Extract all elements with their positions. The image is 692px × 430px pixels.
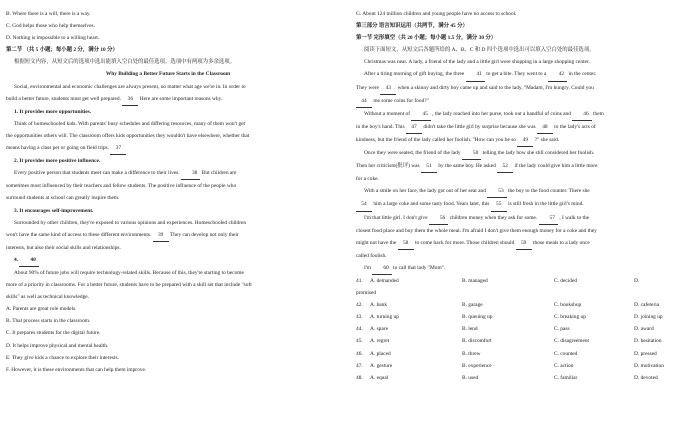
question-number: 47. [356, 362, 363, 369]
section1-heading: 第一节 完形填空（共 20 小题；每小题 1.5 分，满分 30 分） [356, 35, 497, 42]
text: build a better future, students must get well prepared. [6, 95, 121, 102]
option-b: B. Where there is a will, there is a way. [6, 11, 91, 17]
text: to get a bite. They went to a [486, 71, 547, 78]
choice-c[interactable]: C. counted [554, 350, 578, 357]
cloze-line [356, 262, 686, 275]
cloze-line [356, 185, 686, 198]
paragraph-line [6, 142, 330, 155]
choice-c[interactable]: C. disagreement [554, 338, 590, 345]
text: means having a class pet or going on field trips. [6, 145, 109, 152]
blank-53[interactable]: 53 [487, 185, 506, 198]
choice-d[interactable]: D. cafeteria [634, 302, 660, 309]
question-row [356, 335, 686, 347]
blank-48[interactable]: 48 [537, 121, 553, 134]
heading-2: 2. It provides more positive influence. [14, 158, 101, 165]
text: in the center. [568, 71, 597, 78]
choice-c[interactable]: C. familiar [554, 374, 578, 381]
question-row-41 [356, 275, 686, 287]
text: when a skinny and dirty boy came up and said to the lady, "Madam, I'm hungry. Could you [397, 84, 594, 91]
cloze-line [356, 160, 686, 173]
choice-b[interactable]: B. threw [462, 350, 481, 357]
question-number: 48. [356, 374, 363, 381]
choice-d[interactable]: D. motivation [634, 362, 664, 369]
blank-41[interactable]: 41 [466, 68, 485, 81]
choice-a[interactable]: A. placed [370, 350, 391, 357]
cloze-line [356, 108, 686, 121]
text: is still fresh in the little girl's mind. [508, 201, 584, 208]
text: With a smile on her face, the lady got out of her seat and [364, 188, 486, 195]
text: , the lady reached into her purse, took out a handful of coins and [432, 110, 571, 117]
choice-b[interactable]: B. lend [462, 326, 478, 333]
question-row [356, 372, 686, 384]
text: the boy to the food counter. There she [508, 188, 590, 195]
heading-4 [6, 254, 330, 267]
question-row [356, 323, 686, 335]
section2-heading: 第二节 （共 5 小题；每小题 2 分，满分 10 分） [6, 47, 118, 54]
blank-51[interactable]: 51 [421, 160, 437, 173]
choice-b[interactable]: B. managed [462, 277, 488, 284]
text: won't have the same kind of access to these different environments. [6, 231, 152, 238]
intro-line: Social, environmental and economic challenges are always present, no matter what age we're in. In order to [14, 83, 246, 90]
option-d: D. Nothing is impossible to a willing heart. [6, 35, 100, 42]
choice-b[interactable]: B. experience [462, 362, 492, 369]
paragraph-line: more of a priority in classrooms. For a better future, students have to be prepared with a skill set that include "soft [6, 282, 252, 289]
cloze-line [356, 147, 686, 160]
blank-43[interactable]: 43 [380, 82, 396, 95]
text: me some coins for food?" [373, 97, 429, 104]
blank-42[interactable]: 42 [548, 68, 567, 81]
blank-46[interactable]: 46 [572, 108, 591, 121]
paragraph-line [6, 229, 330, 242]
option-c: C. God helps those who help themselves. [6, 23, 95, 30]
blank-50[interactable]: 50 [462, 147, 481, 160]
choice-c[interactable]: C. bookshop [554, 302, 582, 309]
question-number: 43. [356, 314, 363, 321]
left-column [6, 8, 330, 376]
blank-59[interactable]: 59 [516, 237, 532, 250]
choice-c[interactable]: C. action [554, 362, 574, 369]
text: if the lady could give him a little more [514, 163, 598, 170]
text: children money when they ask for some. [449, 214, 538, 221]
cloze-line [356, 198, 686, 211]
cloze-line: Christmas was near. A lady, a friend of the lady and a little girl were shopping in a large shopping center. [364, 59, 590, 66]
choice-d-continued: promised [356, 290, 377, 297]
blank-55[interactable]: 55 [491, 198, 507, 211]
choice-a[interactable]: A. turning up [370, 314, 399, 321]
text: telling the lady how she still considered her foolish. [482, 150, 595, 157]
section1-instruction: 阅读下面短文，从短文后各题所给的 A、B、C 和 D 四个选项中选出可以填入空白处的最佳选项。 [364, 47, 595, 54]
paragraph-line: the opportunities others will. The classroom offers kids opportunities they wouldn't have elsewhere, whether that [6, 132, 250, 139]
text: 4. [14, 256, 19, 263]
text: They can develop not only their [169, 231, 239, 238]
option-a: A. Parents are great role models. [6, 306, 77, 313]
part3-heading: 第三部分 语言知识运用（共两节，满分 45 分） [356, 23, 468, 30]
question-row [356, 299, 686, 311]
question-number: 44. [356, 326, 363, 333]
choice-b[interactable]: B. discomfort [462, 338, 492, 345]
text: After a tiring morning of gift buying, the three [364, 71, 465, 78]
text: I'm [364, 264, 371, 271]
choice-c[interactable]: C. pass [554, 326, 570, 333]
text: Then her criticism(批评) was [356, 163, 420, 170]
question-row [356, 360, 686, 372]
intro-line [6, 93, 330, 106]
blank-52[interactable]: 52 [497, 160, 513, 173]
blank-56[interactable]: 56 [429, 212, 448, 225]
question-number: 46. [356, 350, 363, 357]
paragraph-line: surround students at school can greatly inspire them. [6, 195, 120, 202]
blank-57[interactable]: 57 [539, 212, 558, 225]
choice-d[interactable]: D. award [634, 326, 654, 333]
text: didn't take the little girl by surprise because she was [423, 123, 536, 130]
choice-d[interactable]: D. [634, 277, 640, 284]
question-row [356, 311, 686, 323]
paragraph-line [6, 167, 330, 180]
text: in the boy's hand. This [356, 123, 405, 130]
cloze-line [356, 237, 686, 250]
choice-a[interactable]: A. demanded [370, 277, 399, 284]
paragraph-line: Surrounded by other children, they're exposed to various opinions and experiences. Homeschooled children [14, 219, 247, 226]
option-f: F. However, it is these environments that can help them improve. [6, 366, 147, 373]
paragraph-line: skills" as well as technical knowledge. [6, 294, 90, 301]
cloze-line [356, 68, 686, 81]
heading-3: 3. It encourages self-improvement. [14, 207, 94, 214]
choice-a[interactable]: A. regret [370, 338, 390, 345]
choice-c[interactable]: C. breaking up [554, 314, 586, 321]
paragraph-line: interests, but also their social skills and relationships. [6, 244, 121, 251]
choice-d[interactable]: D. joining up [634, 314, 663, 321]
blank-49[interactable]: 49 [517, 134, 533, 147]
option-d: D. It helps improve physical and mental health. [6, 342, 109, 349]
blank-36[interactable]: 36 [122, 93, 138, 106]
choice-a[interactable]: A. gesture [370, 362, 393, 369]
cloze-line [356, 121, 686, 134]
text: to the lady's acts of [554, 123, 596, 130]
text: might not have the [356, 239, 397, 246]
option-c: C. It prepares students for the digital future. [6, 330, 101, 337]
paragraph-line: About 90% of future jobs will require technology-related skills. Because of this, they're starting to become [14, 269, 244, 276]
passage-title: Why Building a Better Future Starts in the Classroom [105, 71, 231, 78]
blank-40[interactable]: 40 [19, 254, 38, 267]
choice-c[interactable]: C. decided [554, 277, 578, 284]
cloze-line [356, 134, 686, 147]
blank-38[interactable]: 38 [181, 167, 200, 180]
cloze-line: for a coke. [356, 176, 379, 183]
blank-39[interactable]: 39 [153, 229, 169, 242]
blank-45[interactable]: 45 [411, 108, 430, 121]
text: , I walk to the [559, 214, 590, 221]
text: Without a moment of [364, 110, 411, 117]
section2-instruction: 根据短文内容，从短文后的选项中选出能填入空白处的最佳选项。选项中有两项为多余选项。 [14, 59, 236, 66]
right-column [356, 8, 686, 384]
question-rows [356, 299, 686, 384]
cloze-line: called foolish. [356, 252, 387, 259]
text: to come back for more. Those children should [415, 239, 515, 246]
cloze-line [356, 82, 686, 95]
question-number: 42. [356, 302, 363, 309]
option-b: B. That process starts in the classroom. [6, 318, 91, 325]
blank-37[interactable]: 37 [110, 142, 126, 155]
option-e: E. They give kids a chance to explore their interests. [6, 354, 119, 361]
text: by the same boy. He asked [438, 163, 496, 170]
blank-54[interactable]: 54 [356, 198, 372, 211]
text: ?" she said. [534, 136, 560, 143]
text: They were [356, 84, 379, 91]
cloze-line [356, 212, 686, 225]
text: I'm that little girl. I don't give [364, 214, 428, 221]
blank-47[interactable]: 47 [406, 121, 422, 134]
choice-a[interactable]: A. spare [370, 326, 388, 333]
paragraph-line: sometimes most influenced by their teachers and fellow students. The positive influence of the people who [6, 183, 237, 190]
blank-58[interactable]: 58 [398, 237, 414, 250]
text: those meals to a lady once [533, 239, 590, 246]
blank-60[interactable]: 60 [372, 262, 391, 275]
text: Every positive person that students meet can make a difference to their lives. [14, 170, 180, 177]
choice-b[interactable]: B. used [462, 374, 479, 381]
blank-44[interactable]: 44 [356, 95, 372, 108]
text: But children are [201, 170, 237, 177]
text: Once they were seated, the friend of the lady [364, 150, 461, 157]
choice-d[interactable]: D. pressed [634, 350, 657, 357]
text: kindness, but the friend of the lady called her foolish. "How can you be so [356, 136, 516, 143]
cloze-line [356, 95, 686, 108]
question-row [356, 348, 686, 360]
paragraph-line: Think of homeschooled kids. With parents' busy schedules and differing resources, many of them won't get [14, 120, 246, 127]
question-number: 45. [356, 338, 363, 345]
heading-1: 1. It provides more opportunities. [14, 108, 92, 115]
text: him a large coke and some tasty food. Years later, this [373, 201, 490, 208]
choice-a[interactable]: A. equal [370, 374, 389, 381]
question-number: 41. [356, 277, 363, 284]
text: Here are some important reasons why. [139, 95, 223, 102]
choice-b[interactable]: B. queuing up [462, 314, 493, 321]
option-g: G. About 124 million children and young people have no access to school. [356, 11, 517, 17]
choice-d[interactable]: D. hesitation [634, 338, 662, 345]
text: them [593, 110, 604, 117]
text: to call that lady "Mom". [393, 264, 446, 271]
cloze-line: closest food place and buy them the whole meal. I'm afraid I don't give them enough money for a coke and they [356, 227, 597, 234]
choice-d[interactable]: D. devoted [634, 374, 658, 381]
choice-b[interactable]: B. garage [462, 302, 483, 309]
choice-a[interactable]: A. bank [370, 302, 388, 309]
